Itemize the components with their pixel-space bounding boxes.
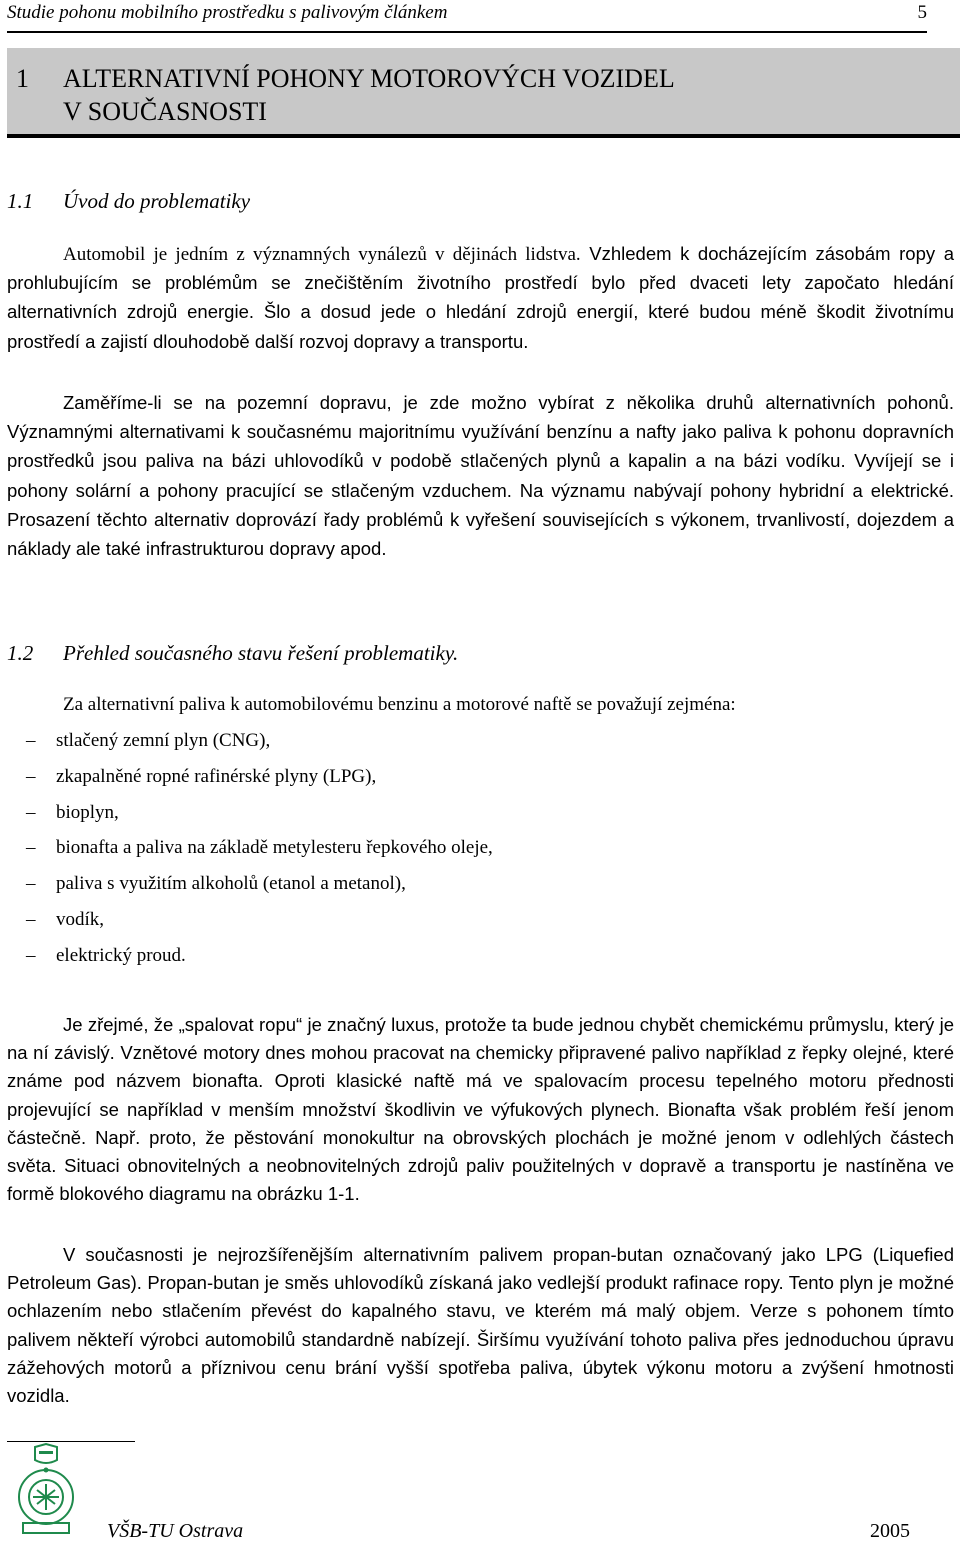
dash-marker: – bbox=[26, 801, 36, 823]
list-intro: Za alternativní paliva k automobilovému benzinu a motorové naftě se považují zejména: bbox=[63, 694, 736, 715]
header-title: Studie pohonu mobilního prostředku s palivovým článkem bbox=[7, 2, 448, 23]
list-item bbox=[26, 906, 493, 942]
paragraph-lead: Automobil je jedním z významných vynálezů v dějinách lidstva. bbox=[63, 244, 581, 265]
section-heading-1-2 bbox=[7, 641, 458, 666]
paragraph-propulsion bbox=[7, 389, 954, 564]
list-item bbox=[26, 870, 493, 906]
section-title: Přehled současného stavu řešení problematiky. bbox=[63, 641, 459, 665]
dash-marker: – bbox=[26, 908, 36, 930]
paragraph-intro bbox=[7, 240, 954, 357]
list-item-text: bioplyn, bbox=[56, 801, 119, 823]
list-item bbox=[26, 763, 493, 799]
running-header bbox=[7, 0, 927, 26]
list-item-text: paliva s využitím alkoholů (etanol a metanol), bbox=[56, 873, 406, 895]
dash-marker: – bbox=[26, 765, 36, 787]
list-item bbox=[26, 834, 493, 870]
list-item-text: vodík, bbox=[56, 908, 105, 930]
paragraph-text: Významnými alternativami k současnému majoritnímu využívání benzínu a nafty jako paliva k pohonu dopravních prostředků jsou paliva na bázi uhlovodíků v podobě stlačených plynů a kapalin a na bázi vodíku. Vyvíjejí se i pohony solární a pohony pracující se stlačeným vzduchem. Na významu nabývají pohony hybridní a elektrické. Prosazení těchto alternativ doprovází řady problémů k vyřešení souvisejících s výkonem, trvanlivostí, dojezdem a náklady ale také infrastrukturou dopravy apod. bbox=[7, 421, 954, 560]
section-title: Úvod do problematiky bbox=[63, 189, 251, 213]
dash-marker: – bbox=[26, 730, 36, 751]
dash-marker: – bbox=[26, 873, 36, 895]
page-number: 5 bbox=[917, 2, 927, 23]
fuel-list bbox=[26, 727, 493, 978]
list-item bbox=[26, 799, 493, 835]
footer-year: 2005 bbox=[870, 1520, 910, 1542]
paragraph-text: Vzhledem k docházejícím zásobám ropy a prohlubujícím se problémům se znečištěním životního prostředí bylo před dvaceti lety započato hledání alternativních zdrojů energie. Šlo a dosud jede o hledání zdrojů energií, které budou méně škodit životnímu prostředí a zajistí dlouhodobě další rozvoj dopravy a transportu. bbox=[7, 243, 954, 352]
paragraph-bionafta: Je zřejmé, že „spalovat ropu“ je značný luxus, protože ta bude jednou chybět chemickému průmyslu, který je na ní závislý. Vznětové motory dnes mohou pracovat na chemicky připravené palivo například z řepky olejné, které známe pod názvem bionafta. Oproti klasické naftě má ve spalovacím procesu tepelného motoru přednosti projevující se například v menším množství škodlivin ve výfukových plynech. Bionafta však problém řeší jenom částečně. Např. proto, že pěstování monokultur na obrovských plochách je možné jenom v odlehlých částech světa. Situaci obnovitelných a neobnovitelných zdrojů paliv použitelných v dopravě a transportu je nastíněna ve formě blokového diagramu na obrázku 1-1. bbox=[7, 1014, 954, 1205]
chapter-heading bbox=[7, 48, 960, 138]
paragraph-lpg: V současnosti je nejrozšířenějším alternativním palivem propan-butan označovaný jako LPG (Liquefied Petroleum Gas). Propan-butan je směs uhlovodíků získaná jako vedlejší produkt rafinace ropy. Tento plyn je možné ochlazením nebo stlačením převést do kapalného stavu, ve kterém má malý objem. Verze s pohonem tímto palivem někteří výrobci automobilů standardně nabízejí. Širšímu využívání tohoto paliva přes jednoduchou úpravu zážehových motorů a příznivou cenu brání vyšší spotřeba paliva, úbytek výkonu motoru a zvýšení hmotnosti vozidla. bbox=[7, 1244, 954, 1407]
chapter-title-line1: ALTERNATIVNÍ POHONY MOTOROVÝCH VOZIDEL bbox=[63, 64, 675, 93]
list-item-text: zkapalněné ropné rafinérské plyny (LPG), bbox=[56, 765, 377, 787]
footer-rule bbox=[7, 1441, 135, 1442]
list-item-text: stlačený zemní plyn (CNG), bbox=[56, 730, 271, 751]
chapter-title-line2: V SOUČASNOSTI bbox=[63, 97, 267, 126]
list-item-text: elektrický proud. bbox=[56, 944, 186, 966]
paragraph-text-start: Zaměříme-li se na pozemní dopravu, je zde možno vybírat z několika druhů alternativních pohonů. bbox=[63, 392, 954, 413]
vsb-tu-emblem-icon bbox=[11, 1443, 81, 1537]
section-heading-1-1 bbox=[7, 189, 250, 214]
header-rule bbox=[7, 31, 927, 33]
dash-marker: – bbox=[26, 944, 36, 966]
section-number: 1.1 bbox=[7, 189, 34, 213]
list-item-text: bionafta a paliva na základě metylesteru řepkového oleje, bbox=[56, 837, 493, 859]
section-number: 1.2 bbox=[7, 641, 34, 665]
list-item bbox=[26, 942, 493, 978]
chapter-number: 1 bbox=[16, 64, 29, 93]
list-item bbox=[26, 727, 493, 763]
dash-marker: – bbox=[26, 837, 36, 859]
footer-institution: VŠB-TU Ostrava bbox=[107, 1520, 244, 1542]
